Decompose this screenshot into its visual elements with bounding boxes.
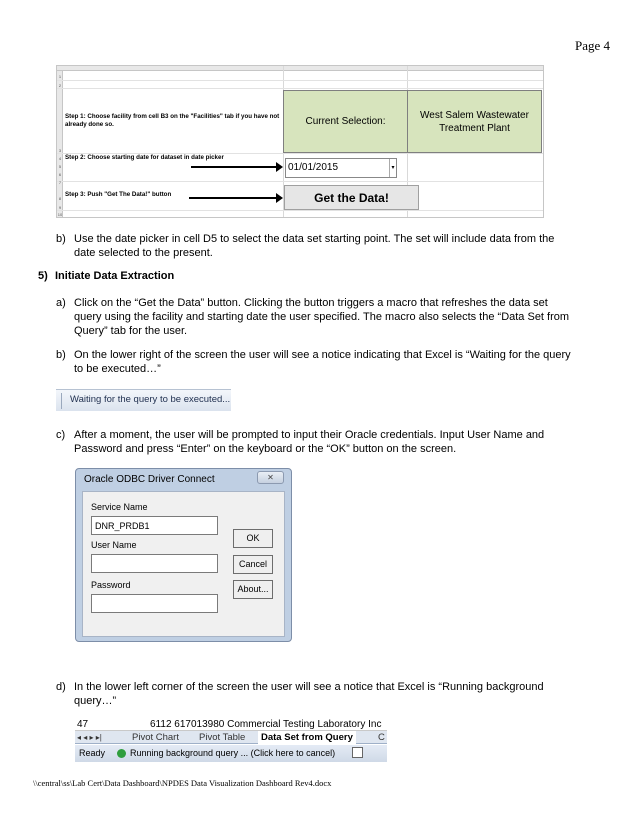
row-number: 3 xyxy=(58,148,62,153)
password-label: Password xyxy=(91,580,131,590)
grid-line xyxy=(57,80,543,81)
column-header-bar xyxy=(57,66,543,71)
excel-status-screenshot xyxy=(75,718,387,762)
arrow-icon xyxy=(191,166,277,168)
row-number: 2 xyxy=(58,83,62,88)
ready-label: Ready xyxy=(79,748,106,758)
arrow-icon xyxy=(189,197,277,199)
tab-pivot-table[interactable]: Pivot Table xyxy=(199,732,246,743)
dialog-body xyxy=(82,491,285,637)
close-icon[interactable]: ✕ xyxy=(257,471,284,484)
row-number: 1 xyxy=(58,74,62,79)
step1-text: Step 1: Choose facility from cell B3 on the "Facilities" tab if you have not already done so. xyxy=(65,113,280,128)
spinner-icon xyxy=(117,749,126,758)
row-number: 47 xyxy=(77,719,89,730)
get-data-button[interactable]: Get the Data! xyxy=(284,185,419,210)
tab-data-set-from-query[interactable]: Data Set from Query xyxy=(258,731,356,744)
user-name-field[interactable] xyxy=(91,554,218,573)
current-selection-label: Current Selection: xyxy=(283,90,408,153)
user-name-label: User Name xyxy=(91,540,137,550)
cancel-button[interactable]: Cancel xyxy=(233,555,273,574)
spreadsheet-screenshot xyxy=(56,65,544,218)
row-number: 7 xyxy=(58,180,62,185)
service-name-field[interactable]: DNR_PRDB1 xyxy=(91,516,218,535)
background-query-status[interactable]: Running background query ... (Click here to cancel) xyxy=(130,748,336,758)
waiting-status-text: Waiting for the query to be executed... xyxy=(70,394,231,405)
page-number: Page 4 xyxy=(574,38,610,53)
about-button[interactable]: About... xyxy=(233,580,273,599)
excel-status-bar xyxy=(75,745,387,762)
sheet-tab-bar xyxy=(75,731,387,744)
waiting-status-bar xyxy=(56,389,231,411)
row-number: 4 xyxy=(58,156,62,161)
service-name-label: Service Name xyxy=(91,502,148,512)
row-number: 10 xyxy=(57,212,63,217)
step2-text: Step 2: Choose starting date for dataset in date picker xyxy=(65,154,224,161)
cell-value: 6112 617013980 Commercial Testing Laboratory Inc xyxy=(150,719,382,730)
tab-pivot-chart[interactable]: Pivot Chart xyxy=(132,732,179,743)
date-picker[interactable]: 01/01/2015 ▾ xyxy=(285,158,397,178)
divider xyxy=(61,393,62,409)
dialog-title: Oracle ODBC Driver Connect xyxy=(84,474,215,485)
facility-value-cell: West Salem Wastewater Treatment Plant xyxy=(407,90,542,153)
tab-next[interactable]: C xyxy=(378,732,385,743)
table-row xyxy=(75,718,387,731)
footer-path: \\central\ss\Lab Cert\Data Dashboard\NPDES Data Visualization Dashboard Rev4.docx xyxy=(33,778,332,788)
password-field[interactable] xyxy=(91,594,218,613)
ok-button[interactable]: OK xyxy=(233,529,273,548)
sheet-icon xyxy=(352,747,363,758)
row-number: 9 xyxy=(58,205,62,210)
row-number: 5 xyxy=(58,164,62,169)
step3-text: Step 3: Push "Get The Data!" button xyxy=(65,191,172,198)
grid-line xyxy=(57,181,543,182)
grid-line xyxy=(57,88,543,89)
tab-nav-arrows[interactable]: ◂ ◂ ▸ ▸| xyxy=(77,733,102,742)
grid-line xyxy=(57,210,543,211)
row-number: 8 xyxy=(58,196,62,201)
row-number: 6 xyxy=(58,172,62,177)
dropdown-icon[interactable]: ▾ xyxy=(389,159,396,177)
odbc-connect-dialog xyxy=(75,468,292,642)
